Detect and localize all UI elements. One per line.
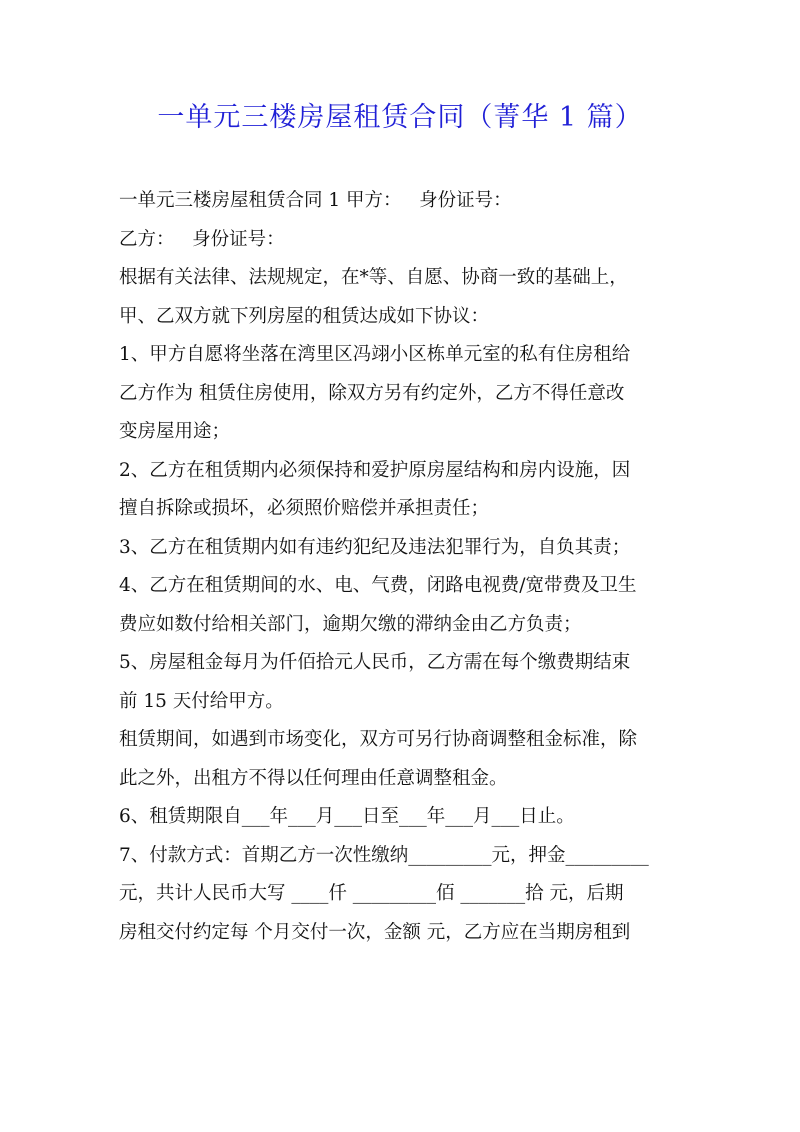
text-line: 租赁期间，如遇到市场变化，双方可另行协商调整租金标准，除	[119, 729, 638, 750]
text-line: 变房屋用途；	[119, 421, 231, 442]
text-line: 5、房屋租金每月为仟佰拾元人民币，乙方需在每个缴费期结束	[119, 652, 631, 673]
text-line: 乙方： 身份证号：	[119, 228, 285, 250]
text-line: 前 15 天付给甲方。	[119, 690, 284, 712]
text-line: 3、乙方在租赁期内如有违约犯纪及违法犯罪行为，自负其责；	[119, 536, 631, 558]
text-line: 7、付款方式：首期乙方一次性缴纳_________元，押金_________	[119, 844, 649, 866]
text-line: 擅自拆除或损坏，必须照价赔偿并承担责任；	[119, 498, 490, 519]
text-line: 乙方作为 租赁住房使用，除双方另有约定外，乙方不得任意改	[119, 382, 625, 404]
text-line: 根据有关法律、法规规定，在*等、自愿、协商一致的基础上，	[119, 267, 628, 288]
text-line: 2、乙方在租赁期内必须保持和爱护原房屋结构和房内设施，因	[119, 459, 631, 481]
document-title: 一单元三楼房屋租赁合同（菁华 1 篇）	[157, 102, 643, 133]
text-line: 甲、乙双方就下列房屋的租赁达成如下协议：	[119, 305, 490, 327]
text-line: 1、甲方自愿将坐落在湾里区冯翊小区栋单元室的私有住房租给	[119, 344, 631, 365]
document-body	[119, 182, 694, 952]
text-line: 6、租赁期限自___年___月___日至___年___月___日止。	[119, 806, 575, 827]
text-line: 4、乙方在租赁期间的水、电、气费，闭路电视费/宽带费及卫生	[119, 575, 637, 596]
text-line: 费应如数付给相关部门，逾期欠缴的滞纳金由乙方负责；	[119, 613, 582, 635]
text-line: 房租交付约定每 个月交付一次，金额 元，乙方应在当期房租到	[119, 921, 631, 943]
text-line: 此之外，出租方不得以任何理由任意调整租金。	[119, 767, 508, 789]
text-line: 一单元三楼房屋租赁合同 1 甲方： 身份证号：	[119, 190, 512, 211]
text-line: 元，共计人民币大写 ____仟 _________佰 _______拾 元，后期	[119, 883, 624, 904]
